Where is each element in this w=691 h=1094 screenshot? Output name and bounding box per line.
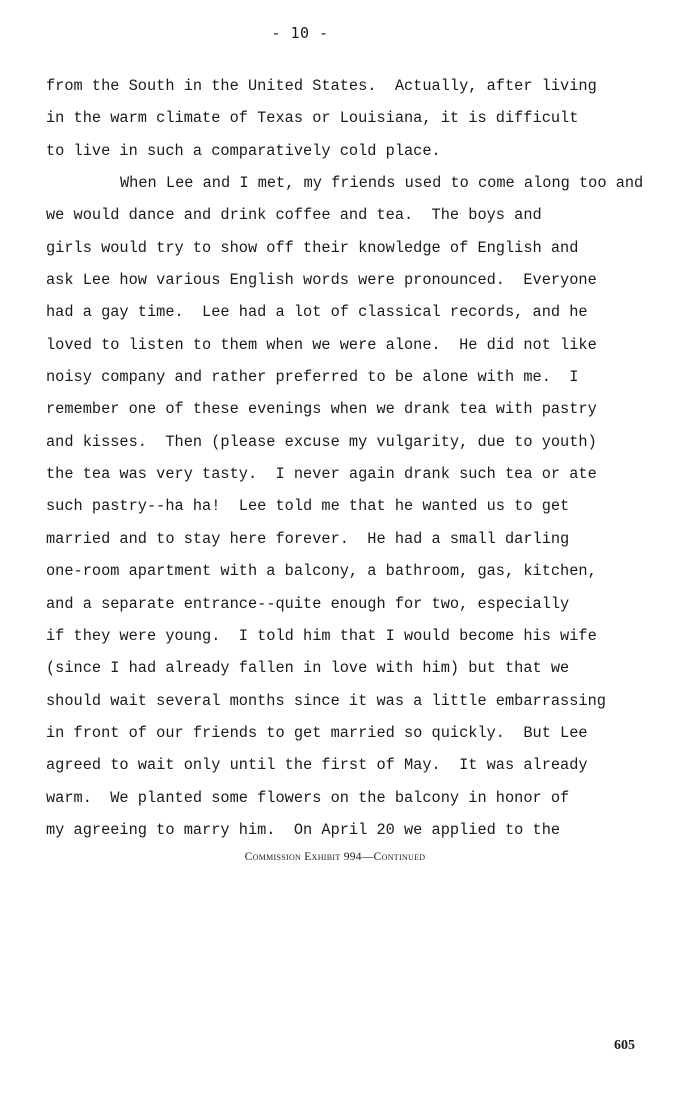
text-line: girls would try to show off their knowledge of English and bbox=[46, 238, 579, 257]
text-line: warm. We planted some flowers on the balcony in honor of bbox=[46, 788, 570, 807]
text-line: such pastry--ha ha! Lee told me that he wanted us to get bbox=[46, 497, 570, 516]
text-line: remember one of these evenings when we drank tea with pastry bbox=[46, 400, 597, 419]
text-line: When Lee and I met, my friends used to come along too and bbox=[120, 174, 644, 193]
text-line: in the warm climate of Texas or Louisiana, it is difficult bbox=[46, 109, 579, 128]
text-line: agreed to wait only until the first of May. It was already bbox=[46, 756, 588, 775]
page-label-top: - 10 - bbox=[271, 24, 329, 42]
exhibit-caption: Commission Exhibit 994—Continued bbox=[244, 851, 426, 863]
text-line: (since I had already fallen in love with him) but that we bbox=[46, 659, 570, 678]
text-line: we would dance and drink coffee and tea. The boys and bbox=[46, 206, 542, 225]
text-line: one-room apartment with a balcony, a bathroom, gas, kitchen, bbox=[46, 562, 597, 581]
text-line: should wait several months since it was a little embarrassing bbox=[46, 691, 606, 710]
text-line: if they were young. I told him that I would become his wife bbox=[46, 626, 597, 645]
body-text bbox=[46, 70, 646, 846]
text-line: loved to listen to them when we were alone. He did not like bbox=[46, 335, 597, 354]
text-line: married and to stay here forever. He had a small darling bbox=[46, 529, 570, 548]
text-line: from the South in the United States. Actually, after living bbox=[46, 77, 597, 95]
page-number: 605 bbox=[614, 1038, 635, 1053]
text-line: my agreeing to marry him. On April 20 we applied to the bbox=[46, 820, 561, 839]
text-line: noisy company and rather preferred to be alone with me. I bbox=[46, 368, 579, 387]
text-line: the tea was very tasty. I never again drank such tea or ate bbox=[46, 465, 597, 484]
text-line: ask Lee how various English words were pronounced. Everyone bbox=[46, 271, 597, 290]
text-line: in front of our friends to get married so quickly. But Lee bbox=[46, 723, 588, 742]
text-line: and kisses. Then (please excuse my vulgarity, due to youth) bbox=[46, 432, 597, 451]
text-line: had a gay time. Lee had a lot of classical records, and he bbox=[46, 303, 588, 322]
text-line: and a separate entrance--quite enough for two, especially bbox=[46, 594, 570, 613]
text-line: to live in such a comparatively cold place. bbox=[46, 141, 441, 160]
